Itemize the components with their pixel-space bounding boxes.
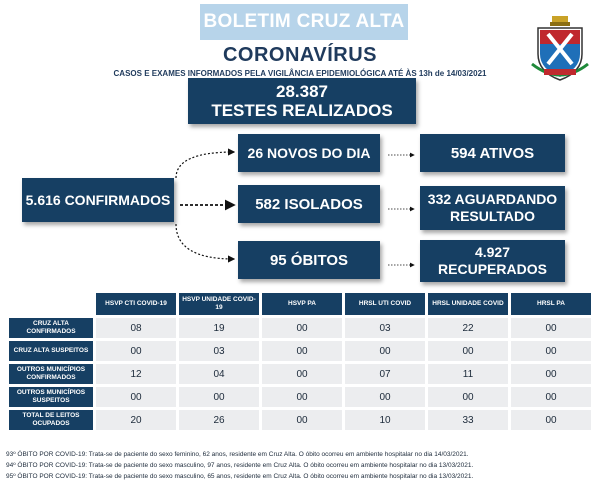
note-prefix: 95º ÓBITO POR COVID-19: <box>6 473 87 480</box>
table-cell: 00 <box>511 387 591 407</box>
table-cell: 00 <box>96 387 176 407</box>
death-notes <box>6 449 596 482</box>
col-header: HSVP CTI COVID-19 <box>96 293 176 315</box>
hospital-table <box>6 290 594 433</box>
table-row <box>9 387 591 407</box>
row-header: OUTROS MUNICÍPIOS SUSPEITOS <box>9 387 93 407</box>
note-prefix: 93º ÓBITO POR COVID-19: <box>6 451 87 458</box>
table-corner <box>9 293 93 315</box>
note-text: Trata-se de paciente do sexo masculino, 65 anos, residente em Cruz Alta. O óbito ocorreu em ambiente hospitalar no dia 13/03/2021. <box>87 473 474 480</box>
confirmed-box: 5.616 CONFIRMADOS <box>22 178 174 222</box>
table-cell: 00 <box>511 364 591 384</box>
report-caption: CASOS E EXAMES INFORMADOS PELA VIGILÂNCIA EPIDEMIOLÓGICA ATÉ ÀS 13h de 14/03/2021 <box>113 69 487 78</box>
recovered-box: 4.927 RECUPERADOS <box>420 240 565 282</box>
table-cell: 00 <box>262 387 342 407</box>
page-subtitle: CORONAVÍRUS <box>222 44 378 66</box>
table-cell: 00 <box>428 341 508 361</box>
col-header: HSVP UNIDADE COVID-19 <box>179 293 259 315</box>
table-cell: 00 <box>345 387 425 407</box>
table-cell: 00 <box>96 341 176 361</box>
deaths-box: 95 ÓBITOS <box>238 241 380 279</box>
table-header-row <box>9 293 591 315</box>
row-header: TOTAL DE LEITOS OCUPADOS <box>9 410 93 430</box>
table-row <box>9 364 591 384</box>
note-prefix: 94º ÓBITO POR COVID-19: <box>6 462 87 469</box>
table-cell: 22 <box>428 318 508 338</box>
table-cell: 20 <box>96 410 176 430</box>
awaiting-box: 332 AGUARDANDO RESULTADO <box>420 186 565 230</box>
note-text: Trata-se de paciente do sexo feminino, 62 anos, residente em Cruz Alta. O óbito ocorreu em ambiente hospitalar no dia 14/03/2021. <box>87 451 469 458</box>
row-header: CRUZ ALTA CONFIRMADOS <box>9 318 93 338</box>
tests-value: 28.387 <box>276 82 328 101</box>
tests-label: TESTES REALIZADOS <box>211 101 393 120</box>
table-cell: 00 <box>262 318 342 338</box>
col-header: HSVP PA <box>262 293 342 315</box>
table-cell: 04 <box>179 364 259 384</box>
table-cell: 26 <box>179 410 259 430</box>
arrow-to-new-today <box>176 152 234 178</box>
table-cell: 00 <box>511 410 591 430</box>
col-header: HRSL UNIDADE COVID <box>428 293 508 315</box>
col-header: HRSL UTI COVID <box>345 293 425 315</box>
table-row <box>9 410 591 430</box>
table-cell: 00 <box>511 318 591 338</box>
table-cell: 11 <box>428 364 508 384</box>
table-cell: 00 <box>179 387 259 407</box>
table-cell: 03 <box>345 318 425 338</box>
note-text: Trata-se de paciente do sexo masculino, 97 anos, residente em Cruz Alta. O óbito ocorreu em ambiente hospitalar no dia 13/03/2021. <box>87 462 474 469</box>
death-note <box>6 471 596 482</box>
new-today-box: 26 NOVOS DO DIA <box>238 134 380 172</box>
table-cell: 12 <box>96 364 176 384</box>
row-header: OUTROS MUNICÍPIOS CONFIRMADOS <box>9 364 93 384</box>
table-row <box>9 341 591 361</box>
table-cell: 07 <box>345 364 425 384</box>
row-header: CRUZ ALTA SUSPEITOS <box>9 341 93 361</box>
bulletin-title: BOLETIM CRUZ ALTA <box>200 4 408 40</box>
table-cell: 10 <box>345 410 425 430</box>
col-header: HRSL PA <box>511 293 591 315</box>
table-cell: 00 <box>262 341 342 361</box>
table-row <box>9 318 591 338</box>
table-cell: 03 <box>179 341 259 361</box>
arrow-to-deaths <box>176 224 234 259</box>
table-cell: 19 <box>179 318 259 338</box>
table-cell: 08 <box>96 318 176 338</box>
table-cell: 00 <box>262 364 342 384</box>
active-box: 594 ATIVOS <box>420 134 565 172</box>
table-cell: 00 <box>428 387 508 407</box>
table-cell: 00 <box>511 341 591 361</box>
table-cell: 33 <box>428 410 508 430</box>
table-cell: 00 <box>262 410 342 430</box>
death-note <box>6 449 596 460</box>
table-cell: 00 <box>345 341 425 361</box>
death-note <box>6 460 596 471</box>
isolated-box: 582 ISOLADOS <box>238 185 380 223</box>
